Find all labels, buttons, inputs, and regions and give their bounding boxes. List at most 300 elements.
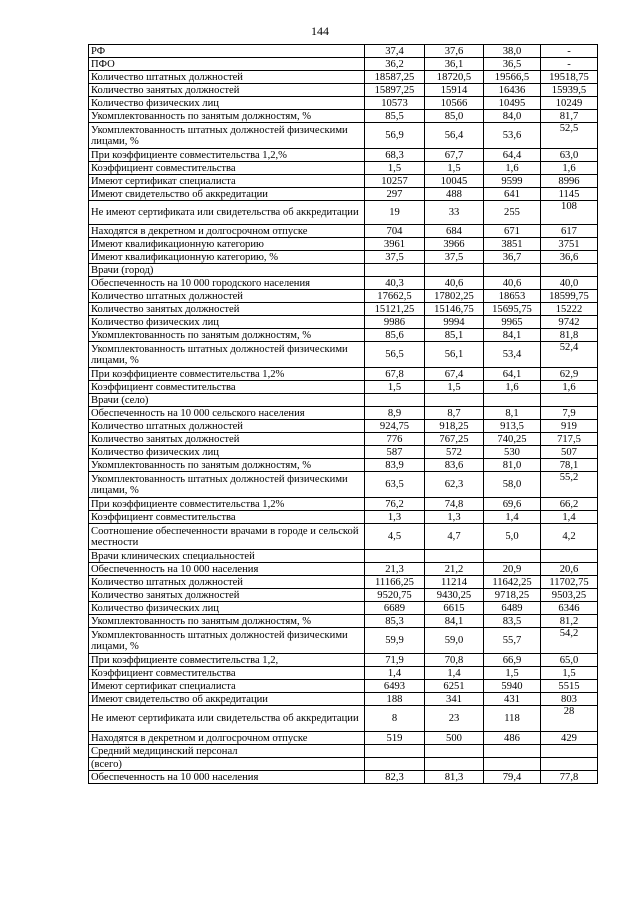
value-cell: 36,5 — [484, 58, 541, 71]
value-cell: 37,5 — [365, 251, 425, 264]
table-row — [89, 602, 598, 615]
table-row — [89, 745, 598, 758]
value-cell — [425, 758, 484, 771]
row-label: При коэффициенте совместительства 1,2% — [89, 368, 365, 381]
value-cell: 1,5 — [365, 381, 425, 394]
row-label: Коэффициент совместительства — [89, 511, 365, 524]
value-cell: 1145 — [541, 188, 598, 201]
table-row — [89, 58, 598, 71]
row-label: Укомплектованность штатных должностей физическими лицами, % — [89, 472, 365, 498]
row-label: При коэффициенте совместительства 1,2, — [89, 654, 365, 667]
row-label: Имеют свидетельство об аккредитации — [89, 693, 365, 706]
value-cell: 17802,25 — [425, 290, 484, 303]
value-cell — [484, 394, 541, 407]
value-cell: 18653 — [484, 290, 541, 303]
value-cell: 64,1 — [484, 368, 541, 381]
row-label: Имеют свидетельство об аккредитации — [89, 188, 365, 201]
value-cell — [484, 745, 541, 758]
table-row — [89, 706, 598, 732]
row-label: Врачи клинических специальностей — [89, 550, 365, 563]
row-label: Средний медицинский персонал — [89, 745, 365, 758]
value-cell: 59,0 — [425, 628, 484, 654]
value-cell: 55,7 — [484, 628, 541, 654]
value-cell: 11166,25 — [365, 576, 425, 589]
value-cell: 255 — [484, 201, 541, 225]
value-cell: 23 — [425, 706, 484, 732]
value-cell: 684 — [425, 225, 484, 238]
row-label: Имеют сертификат специалиста — [89, 175, 365, 188]
value-cell: 18587,25 — [365, 71, 425, 84]
value-cell: 10045 — [425, 175, 484, 188]
value-cell: 1,3 — [365, 511, 425, 524]
value-cell: 1,3 — [425, 511, 484, 524]
value-cell: 83,6 — [425, 459, 484, 472]
row-label: Не имеют сертификата или свидетельства об аккредитации — [89, 706, 365, 732]
value-cell: 9599 — [484, 175, 541, 188]
row-label: Количество занятых должностей — [89, 303, 365, 316]
value-cell: 69,6 — [484, 498, 541, 511]
table-row — [89, 459, 598, 472]
value-cell: 4,2 — [541, 524, 598, 550]
value-cell: 8,7 — [425, 407, 484, 420]
table-row — [89, 175, 598, 188]
value-cell: 10257 — [365, 175, 425, 188]
row-label: Обеспеченность на 10 000 сельского населения — [89, 407, 365, 420]
value-cell: 15914 — [425, 84, 484, 97]
row-label: Укомплектованность по занятым должностям, % — [89, 329, 365, 342]
table-row — [89, 615, 598, 628]
value-cell — [484, 264, 541, 277]
table-row — [89, 667, 598, 680]
table-row — [89, 433, 598, 446]
value-cell: 20,9 — [484, 563, 541, 576]
value-cell: 297 — [365, 188, 425, 201]
value-cell: 9986 — [365, 316, 425, 329]
value-cell: 587 — [365, 446, 425, 459]
value-cell: 704 — [365, 225, 425, 238]
value-cell: 21,2 — [425, 563, 484, 576]
value-cell — [541, 550, 598, 563]
value-cell: 52,5 — [541, 123, 598, 149]
value-cell: 429 — [541, 732, 598, 745]
value-cell: 28 — [541, 706, 598, 732]
row-label: Находятся в декретном и долгосрочном отпуске — [89, 225, 365, 238]
value-cell: 3751 — [541, 238, 598, 251]
value-cell: 486 — [484, 732, 541, 745]
table-row — [89, 680, 598, 693]
value-cell: 37,5 — [425, 251, 484, 264]
value-cell: 188 — [365, 693, 425, 706]
table-row — [89, 188, 598, 201]
value-cell: 54,2 — [541, 628, 598, 654]
value-cell: 9742 — [541, 316, 598, 329]
row-label: Укомплектованность штатных должностей физическими лицами, % — [89, 123, 365, 149]
value-cell: 58,0 — [484, 472, 541, 498]
value-cell: 53,4 — [484, 342, 541, 368]
value-cell: 36,6 — [541, 251, 598, 264]
table-row — [89, 84, 598, 97]
value-cell — [541, 758, 598, 771]
value-cell: 15146,75 — [425, 303, 484, 316]
value-cell: 6493 — [365, 680, 425, 693]
value-cell: 8,1 — [484, 407, 541, 420]
table-row — [89, 290, 598, 303]
table-row — [89, 576, 598, 589]
value-cell: 15897,25 — [365, 84, 425, 97]
row-label: Количество штатных должностей — [89, 576, 365, 589]
value-cell — [365, 264, 425, 277]
row-label: Имеют квалификационную категорию, % — [89, 251, 365, 264]
value-cell: 1,6 — [541, 162, 598, 175]
table-row — [89, 342, 598, 368]
row-label: Не имеют сертификата или свидетельства об аккредитации — [89, 201, 365, 225]
value-cell: 53,6 — [484, 123, 541, 149]
value-cell: 5940 — [484, 680, 541, 693]
value-cell: 507 — [541, 446, 598, 459]
table-row — [89, 45, 598, 58]
value-cell: 81,7 — [541, 110, 598, 123]
value-cell: 4,5 — [365, 524, 425, 550]
value-cell: 56,4 — [425, 123, 484, 149]
table-row — [89, 71, 598, 84]
value-cell: 9994 — [425, 316, 484, 329]
value-cell: 40,6 — [425, 277, 484, 290]
value-cell — [541, 264, 598, 277]
value-cell: 15939,5 — [541, 84, 598, 97]
value-cell: 1,5 — [484, 667, 541, 680]
value-cell: 15222 — [541, 303, 598, 316]
value-cell: 8 — [365, 706, 425, 732]
value-cell: 6251 — [425, 680, 484, 693]
value-cell: 9718,25 — [484, 589, 541, 602]
value-cell: 6615 — [425, 602, 484, 615]
value-cell: 10495 — [484, 97, 541, 110]
value-cell: 500 — [425, 732, 484, 745]
value-cell: 15695,75 — [484, 303, 541, 316]
row-label: Обеспеченность на 10 000 населения — [89, 771, 365, 784]
table-row — [89, 251, 598, 264]
value-cell: 64,4 — [484, 149, 541, 162]
table-row — [89, 693, 598, 706]
value-cell: 1,6 — [484, 381, 541, 394]
value-cell — [365, 394, 425, 407]
value-cell: 7,9 — [541, 407, 598, 420]
value-cell: 18599,75 — [541, 290, 598, 303]
value-cell: 68,3 — [365, 149, 425, 162]
value-cell: 38,0 — [484, 45, 541, 58]
value-cell: 919 — [541, 420, 598, 433]
table-row — [89, 264, 598, 277]
value-cell — [365, 550, 425, 563]
value-cell: 9430,25 — [425, 589, 484, 602]
value-cell: 83,9 — [365, 459, 425, 472]
value-cell — [484, 758, 541, 771]
value-cell: 63,5 — [365, 472, 425, 498]
value-cell: 6346 — [541, 602, 598, 615]
data-table — [88, 44, 598, 784]
value-cell: 84,0 — [484, 110, 541, 123]
row-label: Обеспеченность на 10 000 городского населения — [89, 277, 365, 290]
value-cell: 52,4 — [541, 342, 598, 368]
table-row — [89, 732, 598, 745]
value-cell: 81,3 — [425, 771, 484, 784]
value-cell: 3851 — [484, 238, 541, 251]
row-label: Коэффициент совместительства — [89, 162, 365, 175]
value-cell — [425, 745, 484, 758]
row-label: Имеют сертификат специалиста — [89, 680, 365, 693]
value-cell: 10566 — [425, 97, 484, 110]
value-cell — [365, 745, 425, 758]
value-cell: 1,4 — [541, 511, 598, 524]
table-row — [89, 628, 598, 654]
value-cell: 37,6 — [425, 45, 484, 58]
table-row — [89, 771, 598, 784]
table-row — [89, 498, 598, 511]
value-cell: 20,6 — [541, 563, 598, 576]
value-cell: 36,7 — [484, 251, 541, 264]
value-cell: 1,4 — [365, 667, 425, 680]
value-cell: 19 — [365, 201, 425, 225]
value-cell: 36,2 — [365, 58, 425, 71]
value-cell: 40,0 — [541, 277, 598, 290]
value-cell: 767,25 — [425, 433, 484, 446]
row-label: Укомплектованность по занятым должностям, % — [89, 110, 365, 123]
value-cell: 803 — [541, 693, 598, 706]
value-cell: 924,75 — [365, 420, 425, 433]
value-cell: 671 — [484, 225, 541, 238]
value-cell — [425, 264, 484, 277]
value-cell: 1,5 — [365, 162, 425, 175]
value-cell: 40,6 — [484, 277, 541, 290]
value-cell: 6489 — [484, 602, 541, 615]
row-label: (всего) — [89, 758, 365, 771]
value-cell: 66,2 — [541, 498, 598, 511]
row-label: Врачи (город) — [89, 264, 365, 277]
table-row — [89, 472, 598, 498]
value-cell: 16436 — [484, 84, 541, 97]
table-row — [89, 201, 598, 225]
value-cell: 1,5 — [425, 162, 484, 175]
value-cell: 9503,25 — [541, 589, 598, 602]
table-row — [89, 303, 598, 316]
row-label: Обеспеченность на 10 000 населения — [89, 563, 365, 576]
row-label: ПФО — [89, 58, 365, 71]
row-label: При коэффициенте совместительства 1,2,% — [89, 149, 365, 162]
value-cell: 118 — [484, 706, 541, 732]
value-cell: 10249 — [541, 97, 598, 110]
row-label: Укомплектованность штатных должностей физическими лицами, % — [89, 342, 365, 368]
value-cell — [484, 550, 541, 563]
row-label: Количество физических лиц — [89, 602, 365, 615]
value-cell — [425, 550, 484, 563]
table-row — [89, 97, 598, 110]
value-cell: 33 — [425, 201, 484, 225]
value-cell: 40,3 — [365, 277, 425, 290]
row-label: Количество штатных должностей — [89, 290, 365, 303]
value-cell: 83,5 — [484, 615, 541, 628]
value-cell: 37,4 — [365, 45, 425, 58]
row-label: Укомплектованность штатных должностей физическими лицами, % — [89, 628, 365, 654]
table-row — [89, 524, 598, 550]
value-cell: 56,9 — [365, 123, 425, 149]
value-cell: 67,8 — [365, 368, 425, 381]
row-label: РФ — [89, 45, 365, 58]
value-cell: 572 — [425, 446, 484, 459]
value-cell: 63,0 — [541, 149, 598, 162]
row-label: Количество занятых должностей — [89, 589, 365, 602]
value-cell: 9965 — [484, 316, 541, 329]
value-cell: 5,0 — [484, 524, 541, 550]
value-cell: 36,1 — [425, 58, 484, 71]
value-cell: 76,2 — [365, 498, 425, 511]
value-cell: 77,8 — [541, 771, 598, 784]
value-cell: 11702,75 — [541, 576, 598, 589]
table-row — [89, 381, 598, 394]
row-label: Количество штатных должностей — [89, 71, 365, 84]
value-cell: 9520,75 — [365, 589, 425, 602]
value-cell: 82,3 — [365, 771, 425, 784]
value-cell: 56,5 — [365, 342, 425, 368]
value-cell: 19518,75 — [541, 71, 598, 84]
table-body — [89, 45, 598, 784]
row-label: Количество физических лиц — [89, 97, 365, 110]
table-row — [89, 162, 598, 175]
value-cell: 1,4 — [484, 511, 541, 524]
row-label: Количество физических лиц — [89, 316, 365, 329]
table-row — [89, 446, 598, 459]
value-cell: 84,1 — [425, 615, 484, 628]
value-cell: 74,8 — [425, 498, 484, 511]
value-cell: 6689 — [365, 602, 425, 615]
value-cell: 717,5 — [541, 433, 598, 446]
value-cell: 519 — [365, 732, 425, 745]
row-label: Коэффициент совместительства — [89, 667, 365, 680]
value-cell: 8,9 — [365, 407, 425, 420]
table-row — [89, 407, 598, 420]
table-row — [89, 654, 598, 667]
row-label: Находятся в декретном и долгосрочном отпуске — [89, 732, 365, 745]
value-cell: 59,9 — [365, 628, 425, 654]
value-cell: 11214 — [425, 576, 484, 589]
value-cell: 17662,5 — [365, 290, 425, 303]
table-row — [89, 329, 598, 342]
value-cell: 740,25 — [484, 433, 541, 446]
value-cell: 530 — [484, 446, 541, 459]
table-row — [89, 149, 598, 162]
table-row — [89, 277, 598, 290]
value-cell: 78,1 — [541, 459, 598, 472]
value-cell: 918,25 — [425, 420, 484, 433]
table-row — [89, 238, 598, 251]
value-cell: 55,2 — [541, 472, 598, 498]
value-cell: 341 — [425, 693, 484, 706]
table-row — [89, 511, 598, 524]
row-label: Коэффициент совместительства — [89, 381, 365, 394]
table-row — [89, 420, 598, 433]
table-row — [89, 316, 598, 329]
value-cell: 1,4 — [425, 667, 484, 680]
value-cell: 84,1 — [484, 329, 541, 342]
value-cell: 4,7 — [425, 524, 484, 550]
value-cell: 641 — [484, 188, 541, 201]
value-cell: 56,1 — [425, 342, 484, 368]
value-cell: 617 — [541, 225, 598, 238]
value-cell: 3966 — [425, 238, 484, 251]
value-cell: 70,8 — [425, 654, 484, 667]
value-cell: 431 — [484, 693, 541, 706]
value-cell: 62,9 — [541, 368, 598, 381]
row-label: При коэффициенте совместительства 1,2% — [89, 498, 365, 511]
row-label: Количество штатных должностей — [89, 420, 365, 433]
row-label: Укомплектованность по занятым должностям, % — [89, 615, 365, 628]
table-row — [89, 758, 598, 771]
value-cell: 913,5 — [484, 420, 541, 433]
row-label: Имеют квалификационную категорию — [89, 238, 365, 251]
value-cell: 85,3 — [365, 615, 425, 628]
value-cell: 18720,5 — [425, 71, 484, 84]
value-cell: 1,6 — [484, 162, 541, 175]
value-cell: 81,8 — [541, 329, 598, 342]
value-cell: 66,9 — [484, 654, 541, 667]
value-cell: 65,0 — [541, 654, 598, 667]
row-label: Количество занятых должностей — [89, 433, 365, 446]
value-cell: 488 — [425, 188, 484, 201]
table-row — [89, 368, 598, 381]
value-cell — [425, 394, 484, 407]
row-label: Врачи (село) — [89, 394, 365, 407]
value-cell: 67,4 — [425, 368, 484, 381]
value-cell: 11642,25 — [484, 576, 541, 589]
value-cell: 85,6 — [365, 329, 425, 342]
value-cell: 776 — [365, 433, 425, 446]
value-cell: 108 — [541, 201, 598, 225]
value-cell: 85,0 — [425, 110, 484, 123]
table-row — [89, 563, 598, 576]
value-cell: 1,5 — [541, 667, 598, 680]
page-number: 144 — [311, 24, 329, 38]
value-cell: 85,1 — [425, 329, 484, 342]
value-cell: 5515 — [541, 680, 598, 693]
table-row — [89, 589, 598, 602]
table-row — [89, 123, 598, 149]
value-cell: 1,5 — [425, 381, 484, 394]
value-cell: 81,2 — [541, 615, 598, 628]
value-cell — [541, 745, 598, 758]
row-label: Количество занятых должностей — [89, 84, 365, 97]
value-cell: - — [541, 58, 598, 71]
row-label: Укомплектованность по занятым должностям, % — [89, 459, 365, 472]
value-cell: 8996 — [541, 175, 598, 188]
value-cell: 21,3 — [365, 563, 425, 576]
value-cell — [365, 758, 425, 771]
value-cell: 1,6 — [541, 381, 598, 394]
row-label: Соотношение обеспеченности врачами в городе и сельской местности — [89, 524, 365, 550]
value-cell — [541, 394, 598, 407]
table-row — [89, 550, 598, 563]
table-row — [89, 225, 598, 238]
table-row — [89, 394, 598, 407]
value-cell: 62,3 — [425, 472, 484, 498]
value-cell: 67,7 — [425, 149, 484, 162]
value-cell: 3961 — [365, 238, 425, 251]
value-cell: 19566,5 — [484, 71, 541, 84]
value-cell: - — [541, 45, 598, 58]
value-cell: 10573 — [365, 97, 425, 110]
row-label: Количество физических лиц — [89, 446, 365, 459]
table-row — [89, 110, 598, 123]
value-cell: 15121,25 — [365, 303, 425, 316]
value-cell: 85,5 — [365, 110, 425, 123]
